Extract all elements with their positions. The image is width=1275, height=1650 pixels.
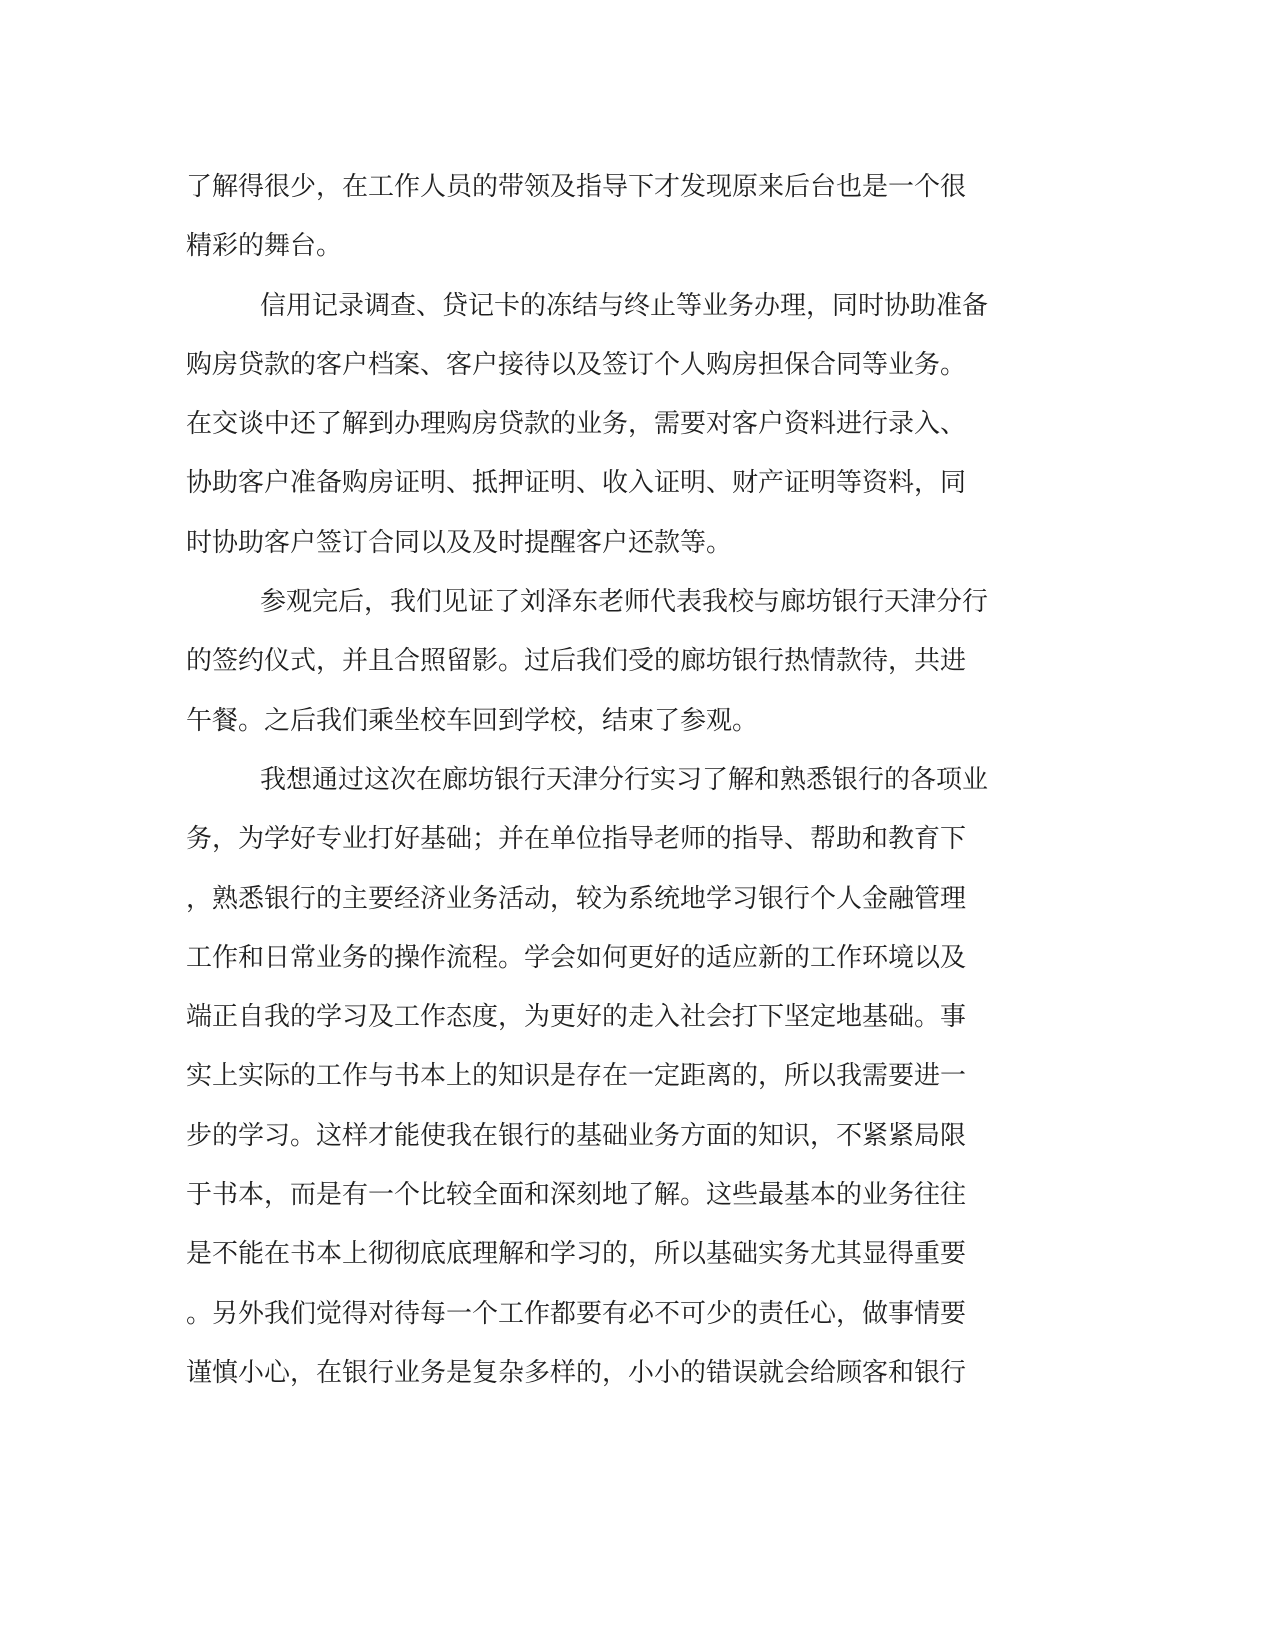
text-line: 。另外我们觉得对待每一个工作都要有必不可少的责任心，做事情要 xyxy=(186,1298,967,1329)
text-line: 精彩的舞台。 xyxy=(186,231,343,262)
text-line: 是不能在书本上彻彻底底理解和学习的，所以基础实务尤其显得重要 xyxy=(186,1239,967,1270)
text-line: 午餐。之后我们乘坐校车回到学校，结束了参观。 xyxy=(186,705,759,736)
paragraph-start-line: 信用记录调查、贷记卡的冻结与终止等业务办理，同时协助准备 xyxy=(260,290,989,321)
text-line: 实上实际的工作与书本上的知识是存在一定距离的，所以我需要进一 xyxy=(186,1061,967,1092)
paragraph-start-line: 我想通过这次在廊坊银行天津分行实习了解和熟悉银行的各项业 xyxy=(260,764,989,795)
text-line: 了解得很少，在工作人员的带领及指导下才发现原来后台也是一个很 xyxy=(186,172,967,202)
text-line: 端正自我的学习及工作态度，为更好的走入社会打下坚定地基础。事 xyxy=(186,1002,967,1033)
text-line: ，熟悉银行的主要经济业务活动，较为系统地学习银行个人金融管理 xyxy=(186,883,967,914)
text-line: 务，为学好专业打好基础；并在单位指导老师的指导、帮助和教育下 xyxy=(186,824,967,855)
text-line: 的签约仪式，并且合照留影。过后我们受的廊坊银行热情款待，共进 xyxy=(186,646,967,677)
text-line: 购房贷款的客户档案、客户接待以及签订个人购房担保合同等业务。 xyxy=(186,349,967,380)
text-line: 工作和日常业务的操作流程。学会如何更好的适应新的工作环境以及 xyxy=(186,942,967,973)
text-line: 时协助客户签订合同以及及时提醒客户还款等。 xyxy=(186,527,733,558)
text-line: 步的学习。这样才能使我在银行的基础业务方面的知识，不紧紧局限 xyxy=(186,1120,967,1151)
text-line: 于书本，而是有一个比较全面和深刻地了解。这些最基本的业务往往 xyxy=(186,1180,967,1211)
paragraph-start-line: 参观完后，我们见证了刘泽东老师代表我校与廊坊银行天津分行 xyxy=(260,587,989,618)
body-text xyxy=(186,158,1096,1403)
text-line: 在交谈中还了解到办理购房贷款的业务，需要对客户资料进行录入、 xyxy=(186,409,967,440)
text-line: 协助客户准备购房证明、抵押证明、收入证明、财产证明等资料，同 xyxy=(186,468,967,499)
text-line: 谨慎小心，在银行业务是复杂多样的，小小的错误就会给顾客和银行 xyxy=(186,1357,967,1388)
